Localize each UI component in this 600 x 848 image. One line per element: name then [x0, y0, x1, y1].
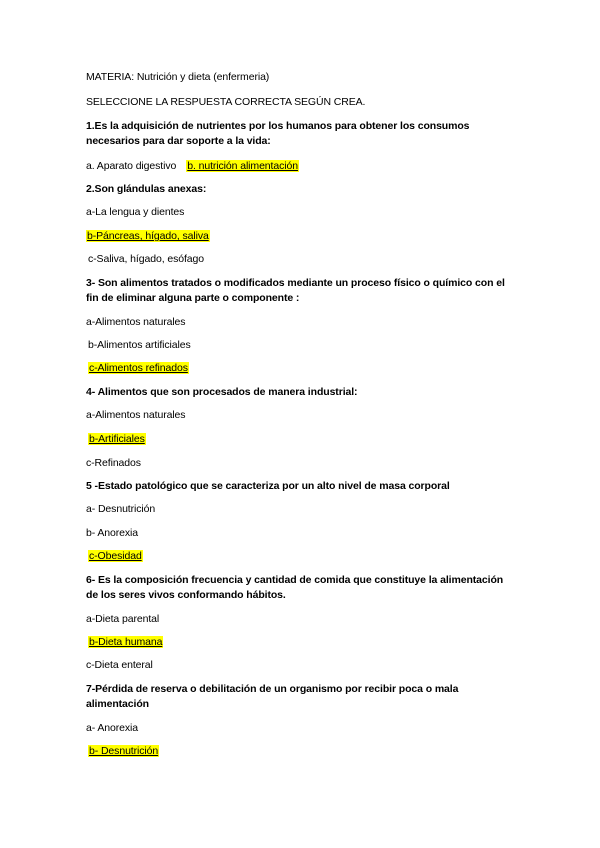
- q7-option-a: a- Anorexia: [86, 722, 139, 734]
- question-3: 3- Son alimentos tratados o modificados mediante un proceso físico o químico con el fin de eliminar alguna parte o componente :: [86, 277, 505, 304]
- q4-option-a: a-Alimentos naturales: [86, 409, 186, 421]
- question-7: 7-Pérdida de reserva o debilitación de un organismo por recibir poca o mala alimentación: [86, 683, 459, 710]
- q7-option-b-highlight: b- Desnutrición: [89, 745, 159, 757]
- q1-option-a: a. Aparato digestivo: [86, 160, 177, 172]
- q5-option-c-highlight: c-Obesidad: [89, 550, 142, 562]
- q6-option-c: c-Dieta enteral: [86, 659, 153, 671]
- q3-option-a: a-Alimentos naturales: [86, 316, 186, 328]
- q3-option-c-correct: [88, 361, 528, 376]
- question-5: 5 -Estado patológico que se caracteriza por un alto nivel de masa corporal: [86, 480, 450, 492]
- question-1: 1.Es la adquisición de nutrientes por los humanos para obtener los consumos necesarios para dar soporte a la vida:: [86, 120, 470, 147]
- question-2: 2.Son glándulas anexas:: [86, 183, 207, 195]
- question-4: 4- Alimentos que son procesados de manera industrial:: [86, 386, 358, 398]
- q2-option-a: a-La lengua y dientes: [86, 206, 185, 218]
- q4-option-c: c-Refinados: [86, 457, 141, 469]
- q4-option-b-highlight: b-Artificiales: [89, 433, 145, 445]
- q2-option-b-highlight: b-Páncreas, hígado, saliva: [87, 230, 209, 242]
- q2-option-b-correct: [86, 229, 526, 244]
- question-6: 6- Es la composición frecuencia y cantidad de comida que constituye la alimentación de los seres vivos conformando hábitos.: [86, 574, 504, 601]
- q6-option-b-highlight: b-Dieta humana: [89, 636, 163, 648]
- q7-option-b-correct: [88, 744, 528, 759]
- q4-option-b-correct: [88, 432, 528, 447]
- q1-options: [86, 159, 526, 174]
- q6-option-b-correct: [88, 635, 528, 650]
- q1-option-b-correct: b. nutrición alimentación: [187, 160, 298, 172]
- instruction-text: SELECCIONE LA RESPUESTA CORRECTA SEGÚN CREA.: [86, 96, 366, 108]
- q6-option-a: a-Dieta parental: [86, 613, 160, 625]
- q5-option-b: b- Anorexia: [86, 527, 139, 539]
- q5-option-a: a- Desnutrición: [86, 503, 156, 515]
- q3-option-c-highlight: c-Alimentos refinados: [89, 362, 188, 374]
- materia-title: MATERIA: Nutrición y dieta (enfermeria): [86, 71, 270, 83]
- q2-option-c: c-Saliva, hígado, esófago: [88, 253, 204, 265]
- q5-option-c-correct: [88, 549, 528, 564]
- q3-option-b: b-Alimentos artificiales: [88, 339, 191, 351]
